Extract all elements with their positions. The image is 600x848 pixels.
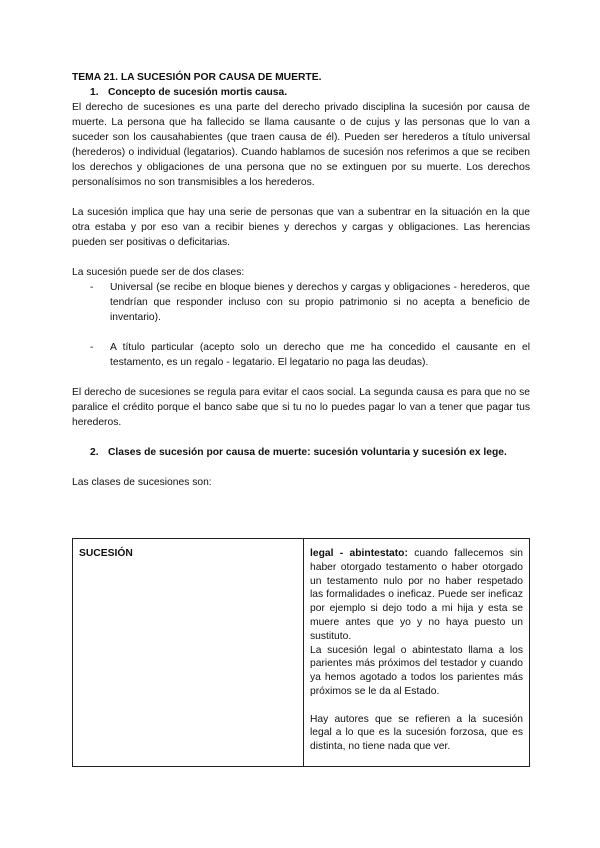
definition-paragraph-3: Hay autores que se refieren a la sucesión legal a lo que es la sucesión forzosa, que es distinta, no tiene nada que ver.: [310, 713, 523, 753]
paragraph-4: El derecho de sucesiones se regula para evitar el caos social. La segunda causa es para que no se paralice el crédito porque el banco sabe que si tu no lo puedes pagar lo van a tener que pagar tus herederos.: [72, 387, 530, 428]
section-1-number: 1.: [90, 87, 99, 98]
paragraph-5: Las clases de sucesiones son:: [72, 477, 212, 488]
section-2-number: 2.: [90, 447, 99, 458]
paragraph-1: El derecho de sucesiones es una parte del derecho privado disciplina la sucesión por causa de muerte. La persona que ha fallecido se llama causante o de cujus y las personas que lo van a suceder son los causahabientes (que traen causa de él). Pueden ser herederos a título universal (herederos) o individual (legatarios). Cuando hablamos de sucesión nos referimos a que se reciben los derechos y obligaciones de una persona que no se extinguen por su muerte. Los derechos personalísimos no son transmisibles a los herederos.: [72, 102, 530, 188]
table-cell-definition: [304, 539, 530, 767]
succession-table: [72, 538, 530, 767]
document-body: [72, 70, 530, 490]
list-item: [72, 280, 530, 325]
list-bullet: -: [90, 282, 94, 293]
list-bullet: -: [90, 342, 94, 353]
list-item-text: Universal (se recibe en bloque bienes y derechos y cargas y obligaciones - herederos, que tendrían que responder incluso con su propio patrimonio si no acepta a beneficio de inventario).: [110, 282, 530, 323]
section-1-title: Concepto de sucesión mortis causa.: [108, 87, 288, 98]
definition-text: cuando fallecemos sin haber otorgado testamento o haber otorgado un testamento nulo por no haber respetado las formalidades o ineficaz. Puede ser ineficaz por ejemplo si dejo todo a mi hija y esta se muere antes que yo y no haya puesto un sustituto.: [310, 548, 524, 642]
section-1-heading: [72, 85, 530, 100]
list-item-text: A título particular (acepto solo un derecho que me ha concedido el causante en el testamento, es un regalo - legatario. El legatario no paga las deudas).: [110, 342, 530, 368]
section-2-heading: [72, 445, 530, 460]
paragraph-3: La sucesión puede ser de dos clases:: [72, 267, 245, 278]
table-cell-header: SUCESIÓN: [73, 539, 304, 767]
definition-paragraph-2: La sucesión legal o abintestato llama a los parientes más próximos del testador y cuando ya hemos agotado a todos los parientes más próximos se le da al Estado.: [310, 644, 523, 697]
table-row: [73, 539, 530, 767]
succession-types-list: [72, 280, 530, 370]
paragraph-2: La sucesión implica que hay una serie de personas que van a subentrar en la situación en la que otra estaba y por eso van a recibir bienes y derechos y cargas y obligaciones. Las herencias pueden ser positivas o deficitarias.: [72, 207, 530, 248]
definition-legal: [310, 547, 523, 644]
section-2-title: Clases de sucesión por causa de muerte: sucesión voluntaria y sucesión ex lege.: [108, 447, 507, 458]
list-item: [72, 340, 530, 370]
document-title: TEMA 21. LA SUCESIÓN POR CAUSA DE MUERTE.: [72, 72, 322, 83]
term-legal-abintestato: legal - abintestato:: [310, 548, 408, 559]
